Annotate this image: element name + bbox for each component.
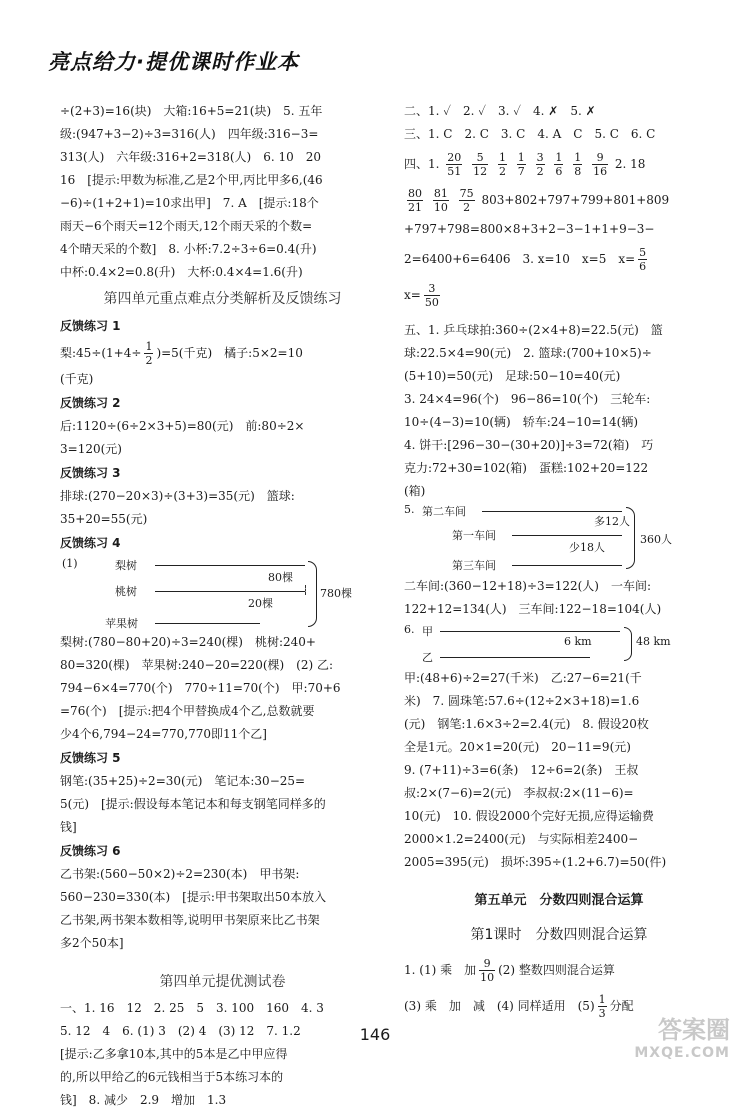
section-title: 第四单元重点难点分类解析及反馈练习: [103, 291, 342, 307]
answer-line: 雨天−6个雨天=12个雨天,12个雨天采的个数=: [60, 219, 313, 233]
fraction: $\frac{9}{10}$: [480, 957, 495, 984]
pear-line: [155, 565, 305, 566]
answer-line: 122+12=134(人) 三车间:122−18=104(人): [404, 602, 662, 616]
answer-text: x=: [404, 288, 421, 302]
peach-line: [155, 591, 305, 592]
pear-peach-tick: [305, 585, 306, 595]
answer-line: 乙书架,两书架本数相等,说明甲书架原来比乙书架: [60, 913, 320, 927]
answer-line: [404, 277, 714, 313]
fraction: $\frac{1}{6}$: [555, 151, 563, 178]
diagram-total: 360人: [640, 533, 672, 546]
workshop1-line: [512, 535, 622, 536]
answer-text: 四、1.: [404, 157, 440, 171]
feedback-label: 反馈练习 4: [60, 536, 121, 550]
fraction: $\frac{5}{6}$: [639, 246, 647, 273]
diagram-label-workshop2: 第二车间: [422, 505, 466, 518]
right-column: [404, 100, 714, 1024]
answer-line: 球:22.5×4=90(元) 2. 篮球:(700+10×5)÷: [404, 346, 652, 360]
top-answer-block: [60, 100, 385, 284]
fraction: $\frac{3}{2}$: [536, 151, 544, 178]
feedback-label: 反馈练习 2: [60, 396, 121, 410]
answer-line: 2005=395(元) 损坏:395÷(1.2+6.7)=50(件): [404, 855, 667, 869]
diagram-delta-20: 20棵: [248, 597, 273, 610]
answer-line: 35+20=55(元): [60, 512, 148, 526]
answer-line: 全是1元。20×1=20(元) 20−11=9(元): [404, 740, 631, 754]
diagram-label-a: 甲: [422, 625, 433, 638]
watermark-text: 答案圈: [658, 1016, 730, 1044]
answer-line: [404, 241, 714, 277]
answer-line: (元) 钢笔:1.6×3÷2=2.4(元) 8. 假设20枚: [404, 717, 649, 731]
answer-line: =76(个) [提示:把4个甲替换成4个乙,总数就要: [60, 704, 315, 718]
diagram-diff: 6 km: [564, 635, 592, 648]
feedback-label: 反馈练习 6: [60, 844, 121, 858]
fraction: $\frac{1}{8}$: [574, 151, 582, 178]
answer-line: 多2个50本]: [60, 936, 124, 950]
fraction: $\frac{1}{2}$: [498, 151, 506, 178]
answer-text: 分配: [609, 999, 634, 1013]
answer-line: 794−6×4=770(个) 770÷11=70(个) 甲:70+6: [60, 681, 341, 695]
feedback-label: 反馈练习 5: [60, 751, 121, 765]
distance-line-diagram: [404, 621, 714, 667]
total-brace: [624, 627, 632, 661]
answer-line: 梨树:(780−80+20)÷3=240(棵) 桃树:240+: [60, 635, 316, 649]
answer-text: 1. (1) 乘 加: [404, 963, 477, 977]
diagram-label-peach: 桃树: [115, 585, 137, 598]
answer-line: 3=120(元): [60, 442, 122, 456]
answer-text: (2) 整数四则混合运算: [498, 963, 615, 977]
diagram-label-pear: 梨树: [115, 559, 137, 572]
b-line: [440, 657, 590, 658]
answer-line: 后:1120÷(6÷2×3+5)=80(元) 前:80÷2×: [60, 419, 305, 433]
total-brace: [626, 507, 635, 569]
answer-line: [404, 952, 714, 988]
answer-line: (5+10)=50(元) 足球:50−10=40(元): [404, 369, 621, 383]
answer-line: 3. 24×4=96(个) 96−86=10(个) 三轮车:: [404, 392, 651, 406]
answer-text: )=5(千克) 橘子:5×2=10: [156, 346, 303, 360]
answer-line: 560−230=330(本) [提示:甲书架取出50本放入: [60, 890, 327, 904]
diagram-index: 6.: [404, 623, 415, 636]
answer-line: ÷(2+3)=16(块) 大箱:16+5=21(块) 5. 五年: [60, 104, 323, 118]
answer-line: 80=320(棵) 苹果树:240−20=220(棵) (2) 乙:: [60, 658, 334, 672]
book-title: 亮点给力·提优课时作业本: [48, 50, 299, 74]
workshop3-line: [512, 565, 622, 566]
feedback-label: 反馈练习 1: [60, 319, 121, 333]
answer-line: 4个晴天采的个数] 8. 小杯:7.2÷3÷6=0.4(升): [60, 242, 317, 256]
answer-line: 2000×1.2=2400(元) 与实际相差2400−: [404, 832, 639, 846]
answer-text: 梨:45÷(1+4÷: [60, 346, 142, 360]
answer-line: 16 [提示:甲数为标准,乙是2个甲,丙比甲多6,(46: [60, 173, 323, 187]
watermark-site: MXQE.COM: [634, 1045, 730, 1061]
answer-line: (千克): [60, 372, 94, 386]
diagram-total: 780棵: [320, 587, 352, 600]
page-number: 146: [359, 1025, 391, 1044]
answer-line: 级:(947+3−2)÷3=316(人) 四年级:316−3=: [60, 127, 319, 141]
answer-line: 少4个6,794−24=770,770即11个乙]: [60, 727, 267, 741]
diagram-label-apple: 苹果树: [105, 617, 138, 630]
section-title: 第四单元提优测试卷: [159, 974, 286, 990]
fraction: $\frac{1}{7}$: [517, 151, 525, 178]
fraction: $\frac{81}{10}$: [433, 187, 448, 214]
answer-line: 二、1. ✓ 2. ✓ 3. ✓ 4. ✗ 5. ✗: [404, 104, 596, 118]
answer-line: 三、1. C 2. C 3. C 4. A C 5. C 6. C: [404, 127, 656, 141]
answer-line: [60, 338, 385, 368]
answer-line: 五、1. 乒乓球拍:360÷(2×4+8)=22.5(元) 篮: [404, 323, 663, 337]
answer-line: 10÷(4−3)=10(辆) 轿车:24−10=14(辆): [404, 415, 639, 429]
answer-line: 钱] 8. 减少 2.9 增加 1.3: [60, 1093, 227, 1107]
answer-text: (3) 乘 加 减 (4) 同样适用 (5): [404, 999, 595, 1013]
fraction: $\frac{5}{12}$: [473, 151, 488, 178]
answer-line: 钢笔:(35+25)÷2=30(元) 笔记本:30−25=: [60, 774, 306, 788]
answer-line: (箱): [404, 484, 426, 498]
answer-text: 2=6400+6=6406 3. x=10 x=5 x=: [404, 252, 636, 266]
answer-line: 排球:(270−20×3)÷(3+3)=35(元) 篮球:: [60, 489, 295, 503]
answer-line: 313(人) 六年级:316+2=318(人) 6. 10 20: [60, 150, 322, 164]
answer-line: 中杯:0.4×2=0.8(升) 大杯:0.4×4=1.6(升): [60, 265, 303, 279]
answer-line: 叔:2×(7−6)=2(元) 李叔叔:2×(11−6)=: [404, 786, 634, 800]
answer-line: 米) 7. 圆珠笔:57.6÷(12÷2×3+18)=1.6: [404, 694, 640, 708]
answer-line: 二车间:(360−12+18)÷3=122(人) 一车间:: [404, 579, 652, 593]
answer-line: [提示:乙多拿10本,其中的5本是乙中甲应得: [60, 1047, 288, 1061]
feedback-label: 反馈练习 3: [60, 466, 121, 480]
fraction: $\frac{1}{2}$: [145, 340, 153, 367]
diagram-index: 5.: [404, 503, 415, 516]
answer-text: 2. 18: [614, 157, 646, 171]
workshop2-line: [482, 511, 622, 512]
diagram-total: 48 km: [636, 635, 671, 648]
diagram-less: 少18人: [569, 541, 605, 554]
answer-line: 9. (7+11)÷3=6(条) 12÷6=2(条) 王叔: [404, 763, 639, 777]
fraction: $\frac{1}{3}$: [598, 993, 606, 1020]
answer-line: 乙书架:(560−50×2)÷2=230(本) 甲书架:: [60, 867, 300, 881]
tree-line-diagram: [60, 555, 385, 631]
answer-line: 4. 饼干:[296−30−(30+20)]÷3=72(箱) 巧: [404, 438, 654, 452]
answer-line: 的,所以甲给乙的6元钱相当于5本练习本的: [60, 1070, 284, 1084]
answer-line: 5(元) [提示:假设每本笔记本和每支钢笔同样多的: [60, 797, 326, 811]
diagram-delta-80: 80棵: [268, 571, 293, 584]
diagram-label-workshop1: 第一车间: [452, 529, 496, 542]
answer-line: 一、1. 16 12 2. 25 5 3. 100 160 4. 3: [60, 1001, 324, 1015]
fraction: $\frac{3}{50}$: [424, 282, 439, 309]
watermark-logo: [600, 1010, 730, 1061]
answer-line: 5. 12 4 6. (1) 3 (2) 4 (3) 12 7. 1.2: [60, 1024, 301, 1038]
answer-line: 钱]: [60, 820, 77, 834]
diagram-label-workshop3: 第三车间: [452, 559, 496, 572]
diagram-index: (1): [62, 557, 78, 570]
answer-line: +797+798=800×8+3+2−3−1+1+9−3−: [404, 222, 655, 236]
answer-line: [404, 146, 714, 182]
fraction: $\frac{9}{16}$: [593, 151, 608, 178]
answer-line: 甲:(48+6)÷2=27(千米) 乙:27−6=21(千: [404, 671, 642, 685]
fraction: $\frac{80}{21}$: [408, 187, 422, 214]
unit-title: 第五单元 分数四则混合运算: [474, 893, 644, 908]
workshop-line-diagram: [404, 503, 714, 575]
diagram-more: 多12人: [594, 515, 630, 528]
fraction: $\frac{75}{2}$: [459, 187, 474, 214]
answer-line: 克力:72+30=102(箱) 蛋糕:102+20=122: [404, 461, 649, 475]
total-brace: [308, 561, 317, 627]
answer-line: −6)÷(1+2+1)=10求出甲] 7. A [提示:18个: [60, 196, 319, 210]
answer-text: 803+802+797+799+801+809: [481, 193, 670, 207]
fraction: $\frac{20}{51}$: [447, 151, 462, 178]
answer-line: 10(元) 10. 假设2000个完好无损,应得运输费: [404, 809, 654, 823]
diagram-label-b: 乙: [422, 651, 433, 664]
answer-line: [404, 182, 714, 218]
left-column: [60, 100, 385, 1112]
lesson-title: 第1课时 分数四则混合运算: [470, 927, 648, 943]
apple-line: [155, 623, 260, 624]
a-line: [440, 631, 620, 632]
